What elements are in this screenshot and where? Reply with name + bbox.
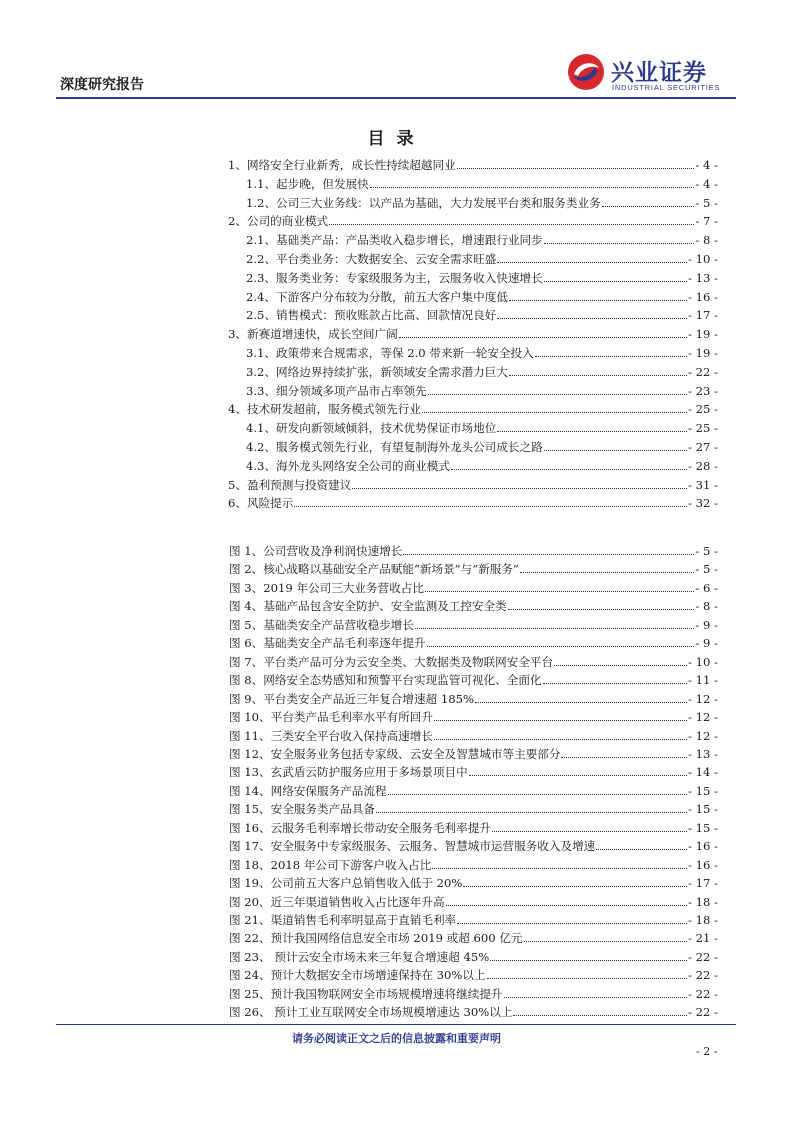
toc-section-entry[interactable]: [228, 476, 718, 493]
entry-page: - 22 -: [688, 949, 718, 964]
dot-leader: [370, 187, 695, 188]
dot-leader: [513, 1015, 687, 1016]
dot-leader: [403, 554, 694, 555]
entry-label: 图 15、安全服务类产品具备: [229, 802, 375, 817]
entry-page: - 17 -: [688, 876, 718, 891]
toc-subsection-entry[interactable]: [246, 382, 718, 399]
dot-leader: [352, 488, 687, 489]
toc-section-entry[interactable]: [228, 400, 718, 417]
entry-label: 图 22、预计我国网络信息安全市场 2019 或超 600 亿元: [229, 931, 523, 946]
figure-list-entry[interactable]: [229, 616, 718, 633]
dot-leader: [509, 300, 687, 301]
entry-page: - 6 -: [695, 580, 718, 595]
dot-leader: [422, 412, 687, 413]
dot-leader: [457, 168, 695, 169]
dot-leader: [329, 224, 694, 225]
entry-page: - 21 -: [688, 931, 718, 946]
logo-english-name: INDUSTRIAL SECURITIES: [612, 83, 721, 92]
entry-page: - 28 -: [688, 458, 718, 473]
entry-page: - 19 -: [688, 346, 718, 360]
figure-list-entry[interactable]: [229, 690, 718, 707]
dot-leader: [475, 702, 687, 703]
figure-list-entry[interactable]: [229, 948, 718, 965]
entry-page: - 8 -: [695, 599, 718, 614]
dot-leader: [520, 572, 695, 573]
entry-label: 3.1、政策带来合规需求，等保 2.0 带来新一轮安全投入: [246, 346, 534, 360]
dot-leader: [535, 356, 687, 357]
entry-page: - 15 -: [688, 802, 718, 817]
entry-label: 图 21、渠道销售毛利率明显高于直销毛利率: [229, 913, 457, 927]
entry-page: - 19 -: [688, 327, 718, 342]
toc-section-entry[interactable]: [228, 325, 718, 342]
dot-leader: [463, 886, 687, 887]
toc-subsection-entry[interactable]: [246, 269, 718, 286]
entry-label: 4.1、研发向新领域倾斜，技术优势保证市场地位: [246, 421, 497, 436]
entry-label: 图 12、安全服务业务包括专家级、云安全及智慧城市等主要部分: [229, 746, 561, 761]
entry-label: 图 20、近三年渠道销售收入占比逐年升高: [229, 894, 445, 909]
entry-page: - 7 -: [695, 214, 718, 229]
dot-leader: [497, 318, 687, 319]
toc-section-entry[interactable]: [228, 494, 718, 511]
entry-page: - 5 -: [695, 195, 718, 210]
entry-label: 3、新赛道增速快，成长空间广阔: [228, 327, 398, 342]
figure-list-entry[interactable]: [229, 542, 718, 559]
dot-leader: [487, 978, 687, 979]
entry-page: - 12 -: [688, 691, 718, 706]
dot-leader: [457, 923, 687, 924]
entry-label: 5、盈利预测与投资建议: [228, 477, 352, 492]
dot-leader: [399, 337, 687, 338]
figure-list-entry[interactable]: [229, 597, 718, 614]
dot-leader: [509, 375, 687, 376]
entry-page: - 22 -: [688, 968, 718, 983]
dot-leader: [544, 450, 687, 451]
figure-list-entry[interactable]: [229, 653, 718, 670]
entry-page: - 4 -: [695, 176, 718, 191]
entry-label: 1、网络安全行业新秀，成长性持续超越同业: [228, 158, 456, 172]
entry-label: 图 17、安全服务中专家级服务、云服务、智慧城市运营服务收入及增速: [229, 839, 596, 854]
entry-label: 图 18、2018 年公司下游客户收入占比: [229, 857, 432, 872]
entry-page: - 23 -: [688, 383, 718, 398]
report-type-label: 深度研究报告: [60, 77, 144, 93]
figure-list-entry[interactable]: [229, 819, 718, 836]
entry-page: - 9 -: [695, 617, 718, 632]
toc-subsection-entry[interactable]: [246, 457, 718, 474]
dot-leader: [508, 609, 695, 610]
figure-list-entry[interactable]: [229, 763, 718, 780]
entry-page: - 10 -: [688, 654, 718, 669]
entry-label: 2.4、下游客户分布较为分散，前五大客户集中度低: [246, 289, 508, 304]
entry-label: 图 24、预计大数据安全市场增速保持在 30%以上: [229, 968, 486, 983]
figure-list-entry[interactable]: [229, 671, 718, 688]
toc-subsection-entry[interactable]: [246, 288, 718, 305]
entry-label: 2.2、平台类业务：大数据安全、云安全需求旺盛: [246, 252, 497, 266]
toc-subsection-entry[interactable]: [246, 231, 718, 248]
dot-leader: [497, 431, 687, 432]
entry-label: 图 19、公司前五大客户总销售收入低于 20%: [229, 876, 463, 891]
logo-emblem-icon: [566, 52, 606, 92]
figure-list-entry[interactable]: [229, 560, 718, 577]
entry-label: 图 3、2019 年公司三大业务营收占比: [229, 580, 424, 595]
dot-leader: [427, 646, 695, 647]
toc-section-entry[interactable]: [228, 156, 718, 173]
entry-label: 图 5、基础类安全产品营收稳步增长: [229, 617, 414, 632]
dot-leader: [544, 281, 687, 282]
dot-leader: [434, 720, 687, 721]
entry-page: - 13 -: [688, 746, 718, 761]
entry-label: 图 23、 预计云安全市场未来三年复合增速超 45%: [229, 949, 490, 964]
entry-page: - 27 -: [688, 440, 718, 454]
dot-leader: [415, 628, 694, 629]
dot-leader: [469, 775, 687, 776]
entry-label: 3.2、网络边界持续扩张，新领域安全需求潜力巨大: [246, 364, 508, 379]
entry-page: - 16 -: [688, 857, 718, 872]
figure-list-entry[interactable]: [229, 911, 718, 928]
toc-subsection-entry[interactable]: [246, 438, 718, 455]
toc-subsection-entry[interactable]: [246, 194, 718, 211]
entry-page: - 13 -: [688, 270, 718, 285]
entry-label: 图 11、三类安全平台收入保持高速增长: [229, 728, 433, 743]
entry-label: 图 26、 预计工业互联网安全市场规模增速达 30%以上: [229, 1005, 513, 1020]
entry-label: 2.1、基础类产品：产品类收入稳步增长，增速跟行业同步: [246, 233, 543, 248]
disclaimer-note: 请务必阅读正文之后的信息披露和重要声明: [292, 1032, 501, 1045]
entry-page: - 22 -: [688, 364, 718, 379]
page-number: - 2 -: [696, 1045, 718, 1058]
entry-label: 图 8、网络安全态势感知和预警平台实现监管可视化、全面化: [229, 673, 542, 688]
entry-page: - 12 -: [688, 728, 718, 743]
dot-leader: [602, 206, 695, 207]
dot-leader: [504, 997, 688, 998]
entry-page: - 25 -: [688, 402, 718, 417]
dot-leader: [524, 941, 688, 942]
entry-page: - 12 -: [688, 710, 718, 725]
toc-subsection-entry[interactable]: [246, 175, 718, 192]
toc-title: 目录: [367, 129, 426, 149]
entry-page: - 15 -: [688, 783, 718, 798]
toc-subsection-entry[interactable]: [246, 363, 718, 380]
entry-label: 图 10、平台类产品毛利率水平有所回升: [229, 710, 433, 725]
figure-list-entry[interactable]: [229, 893, 718, 910]
entry-label: 6、风险提示: [228, 496, 294, 511]
entry-page: - 22 -: [688, 986, 718, 1001]
entry-page: - 8 -: [695, 233, 718, 248]
dot-leader: [544, 243, 695, 244]
entry-label: 图 13、玄武盾云防护服务应用于多场景项目中: [229, 765, 468, 780]
entry-label: 图 6、基础类安全产品毛利率逐年提升: [229, 636, 426, 651]
entry-label: 图 7、平台类产品可分为云安全类、大数据类及物联网安全平台: [229, 654, 554, 669]
entry-label: 图 25、预计我国物联网安全市场规模增速将继续提升: [229, 986, 503, 1001]
figure-list-entry[interactable]: [229, 708, 718, 725]
entry-label: 图 2、核心战略以基础安全产品赋能“新场景”与“新服务”: [229, 562, 519, 577]
entry-label: 图 4、基础产品包含安全防护、安全监测及工控安全类: [229, 599, 507, 614]
dot-leader: [492, 831, 687, 832]
dot-leader: [596, 849, 687, 850]
entry-page: - 22 -: [688, 1005, 718, 1020]
entry-page: - 5 -: [695, 544, 718, 558]
dot-leader: [446, 905, 687, 906]
entry-page: - 18 -: [688, 913, 718, 927]
dot-leader: [376, 812, 687, 813]
header-divider: [56, 97, 736, 99]
figure-list-entry[interactable]: [229, 727, 718, 744]
dot-leader: [561, 757, 687, 758]
entry-label: 图 14、网络安保服务产品流程: [229, 783, 387, 798]
entry-page: - 16 -: [688, 289, 718, 304]
dot-leader: [554, 665, 687, 666]
dot-leader: [432, 868, 687, 869]
dot-leader: [434, 739, 687, 740]
entry-page: - 9 -: [695, 636, 718, 651]
entry-page: - 11 -: [688, 673, 718, 688]
figure-list-entry[interactable]: [229, 782, 718, 799]
entry-page: - 4 -: [695, 158, 718, 172]
figure-list-entry[interactable]: [229, 985, 718, 1002]
figure-list-entry[interactable]: [229, 745, 718, 762]
entry-label: 图 9、平台类安全产品近三年复合增速超 185%: [229, 691, 474, 706]
entry-page: - 15 -: [688, 820, 718, 835]
toc-section-entry[interactable]: [228, 212, 718, 229]
dot-leader: [543, 683, 688, 684]
entry-label: 1.1、起步晚，但发展快: [246, 176, 369, 191]
entry-page: - 16 -: [688, 839, 718, 854]
toc-subsection-entry[interactable]: [246, 419, 718, 436]
entry-page: - 5 -: [695, 562, 718, 577]
toc-subsection-entry[interactable]: [246, 344, 718, 361]
entry-label: 4、技术研发超前，服务模式领先行业: [228, 402, 421, 417]
entry-label: 4.2、服务模式领先行业，有望复制海外龙头公司成长之路: [246, 440, 543, 454]
figure-list-entry[interactable]: [229, 856, 718, 873]
dot-leader: [425, 591, 694, 592]
entry-page: - 25 -: [688, 421, 718, 436]
company-logo: [566, 52, 736, 98]
dot-leader: [428, 394, 687, 395]
toc-subsection-entry[interactable]: [246, 250, 718, 267]
logo-chinese-name: 兴业证券: [611, 60, 707, 86]
entry-page: - 17 -: [688, 308, 718, 323]
entry-page: - 32 -: [688, 496, 718, 511]
entry-page: - 14 -: [688, 765, 718, 780]
entry-label: 4.3、海外龙头网络安全公司的商业模式: [246, 458, 450, 473]
figure-list-entry[interactable]: [229, 1003, 718, 1020]
figure-list-entry[interactable]: [229, 837, 718, 854]
entry-label: 2、公司的商业模式: [228, 214, 329, 229]
entry-label: 图 16、云服务毛利率增长带动安全服务毛利率提升: [229, 820, 491, 835]
dot-leader: [490, 960, 687, 961]
entry-label: 1.2、公司三大业务线：以产品为基础，大力发展平台类和服务类业务: [246, 195, 601, 210]
entry-label: 2.5、销售模式：预收账款占比高、回款情况良好: [246, 308, 497, 323]
figure-list-entry[interactable]: [229, 634, 718, 651]
figure-list-entry[interactable]: [229, 800, 718, 817]
entry-page: - 18 -: [688, 894, 718, 909]
entry-label: 图 1、公司营收及净利润快速增长: [229, 544, 403, 558]
entry-label: 3.3、细分领域多项产品市占率领先: [246, 383, 427, 398]
figure-list-entry[interactable]: [229, 929, 718, 946]
figure-list-entry[interactable]: [229, 966, 718, 983]
figure-list-entry[interactable]: [229, 874, 718, 891]
entry-page: - 31 -: [688, 477, 718, 492]
toc-subsection-entry[interactable]: [246, 306, 718, 323]
dot-leader: [294, 506, 687, 507]
dot-leader: [388, 794, 687, 795]
figure-list-entry[interactable]: [229, 579, 718, 596]
dot-leader: [497, 262, 687, 263]
footer-divider: [56, 1024, 736, 1025]
dot-leader: [451, 469, 687, 470]
entry-page: - 10 -: [688, 252, 718, 266]
entry-label: 2.3、服务类业务：专家级服务为主，云服务收入快速增长: [246, 270, 543, 285]
